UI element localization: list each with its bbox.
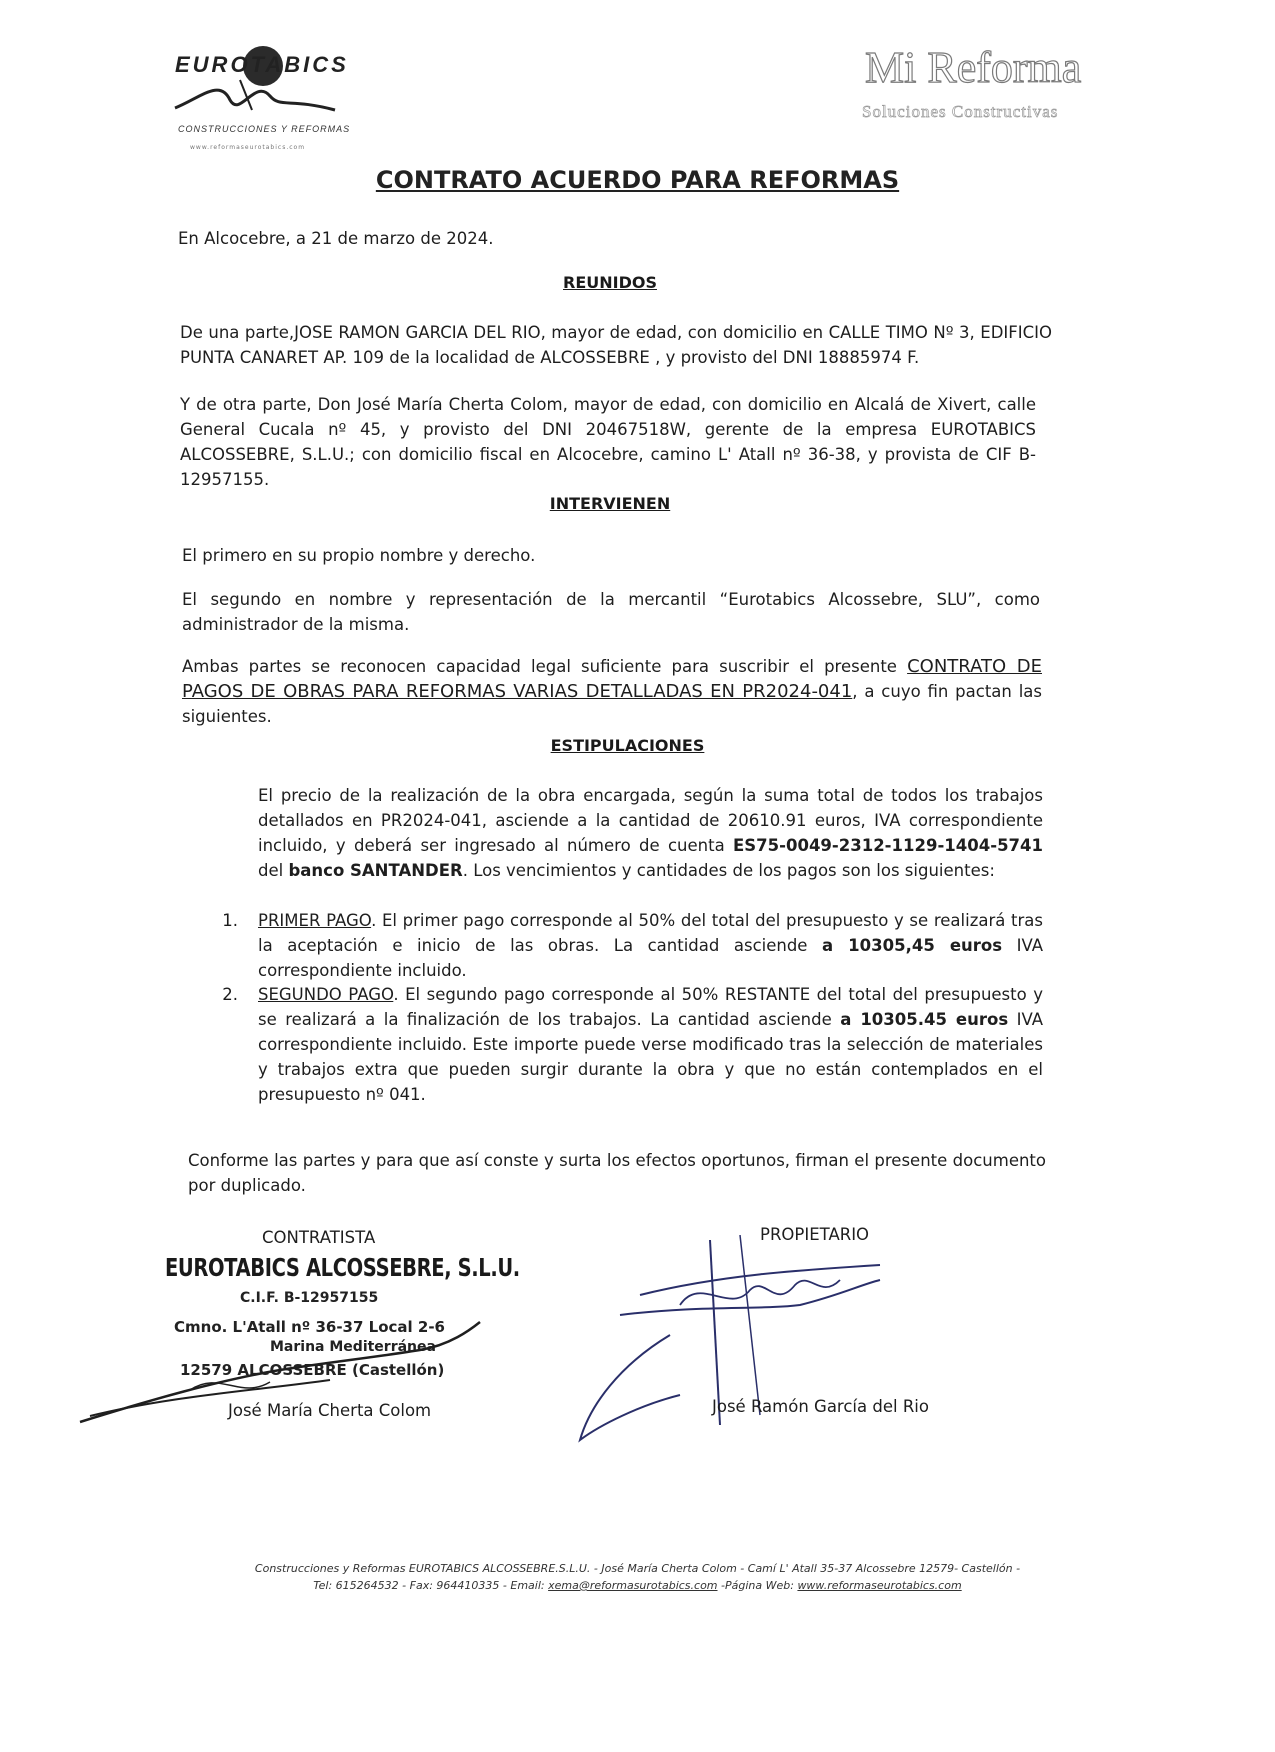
document-title: CONTRATO ACUERDO PARA REFORMAS	[375, 166, 900, 194]
capacity-text-end: , a cuyo fin pactan las siguientes.	[182, 682, 1042, 726]
heading-estipulaciones: ESTIPULACIONES	[550, 736, 705, 755]
stamp-cif: C.I.F. B-12957155	[240, 1290, 379, 1306]
capacity-text: Ambas partes se reconocen capacidad legal suficiente para suscribir el presente	[182, 657, 908, 676]
estipulaciones-intro: El precio de la realización de la obra encargada, según la suma total de todos los trabajos detallados en PR2024-041, asciende a la cantidad de 20610.91 euros, IVA correspondiente incluido, y deberá ser ingresado al número de cuenta ES75-0049-2312-1129-1404-5741 del banco SANTANDER. Los vencimientos y cantidades de los pagos son los siguientes:	[258, 786, 1043, 880]
date-line: En Alcocebre, a 21 de marzo de 2024.	[178, 229, 494, 248]
logo-subtitle: CONSTRUCCIONES Y REFORMAS	[178, 124, 351, 134]
propietario-label: PROPIETARIO	[760, 1225, 870, 1244]
reunidos-paragraph-2: Y de otra parte, Don José María Cherta Colom, mayor de edad, con domicilio en Alcalá de Xivert, calle General Cucala nº 45, y provisto del DNI 20467518W, gerente de la empresa EUROTABICS ALCOSSEBRE, S.L.U.; con domicilio fiscal en Alcocebre, camino L' Atall nº 36-38, y provista de CIF B-12957155.	[180, 395, 1036, 489]
closing-paragraph: Conforme las partes y para que así conste y surta los efectos oportunos, firman el presente documento por duplicado.	[188, 1151, 1046, 1195]
mi-reforma-subtitle: Soluciones Constructivas	[862, 102, 1059, 121]
propietario-signature	[560, 1235, 900, 1475]
item-1-amount: a 10305,45 euros	[822, 936, 1003, 955]
intervienen-paragraph-2: El segundo en nombre y representación de la mercantil “Eurotabics Alcossebre, SLU”, como administrador de la misma.	[182, 590, 1040, 634]
item-1-label: PRIMER PAGO	[258, 911, 372, 930]
footer-web-link[interactable]: www.reformaseurotabics.com	[797, 1579, 962, 1592]
item-1-number: 1.	[222, 911, 238, 930]
intervienen-paragraph-1: El primero en su propio nombre y derecho.	[182, 546, 536, 565]
heading-intervienen: INTERVIENEN	[549, 494, 671, 513]
footer-line-1: Construcciones y Reformas EUROTABICS ALCOSSEBRE.S.L.U. - José María Cherta Colom - Camí L' Atall 35-37 Alcossebre 12579- Castellón -	[254, 1562, 1021, 1575]
stamp-city: 12579 ALCOSSEBRE (Castellón)	[180, 1361, 445, 1379]
logo-text: EUROTABICS	[175, 52, 349, 77]
stamp-area: Marina Mediterránea	[270, 1339, 436, 1355]
contratista-label: CONTRATISTA	[262, 1228, 376, 1247]
payment-item-1: PRIMER PAGO. El primer pago corresponde al 50% del total del presupuesto y se realizará tras la aceptación e inicio de las obras. La cantidad asciende a 10305,45 euros IVA correspondiente incluido.	[258, 911, 1043, 980]
footer-email-link[interactable]: xema@reformasurotabics.com	[548, 1579, 718, 1592]
company-stamp-name: EUROTABICS ALCOSSEBRE, S.L.U.	[165, 1253, 520, 1282]
mi-reforma-logo: Mi Reforma	[865, 43, 1082, 92]
propietario-name: José Ramón García del Rio	[712, 1397, 929, 1416]
footer-line-2: Tel: 615264532 - Fax: 964410335 - Email: xema@reformasurotabics.com -Página Web: www.reformaseurotabics.com	[313, 1579, 962, 1592]
contract-reference: CONTRATO DE PAGOS DE OBRAS PARA REFORMAS VARIAS DETALLADAS EN PR2024-041	[182, 656, 1042, 702]
logo-web: www.reformaseurotabics.com	[190, 144, 306, 151]
bank-account: ES75-0049-2312-1129-1404-5741	[733, 836, 1043, 855]
payment-item-2: SEGUNDO PAGO. El segundo pago corresponde al 50% RESTANTE del total del presupuesto y se realizará a la finalización de los trabajos. La cantidad asciende a 10305.45 euros IVA correspondiente incluido. Este importe puede verse modificado tras la selección de materiales y trabajos extra que pueden surgir durante la obra y que no están contemplados en el presupuesto nº 041.	[258, 985, 1043, 1104]
contratista-name: José María Cherta Colom	[228, 1401, 432, 1420]
reunidos-paragraph-1: De una parte,JOSE RAMON GARCIA DEL RIO, mayor de edad, con domicilio en CALLE TIMO Nº 3, EDIFICIO PUNTA CANARET AP. 109 de la localidad de ALCOSSEBRE , y provisto del DNI 18885974 F.	[180, 323, 1052, 367]
item-2-amount: a 10305.45 euros	[840, 1010, 1009, 1029]
intervienen-paragraph-3	[182, 654, 1042, 729]
heading-reunidos: REUNIDOS	[563, 273, 657, 292]
item-2-number: 2.	[222, 985, 238, 1004]
item-2-label: SEGUNDO PAGO	[258, 985, 394, 1004]
bank-name: banco SANTANDER	[288, 861, 463, 880]
stamp-address: Cmno. L'Atall nº 36-37 Local 2-6	[174, 1318, 445, 1336]
